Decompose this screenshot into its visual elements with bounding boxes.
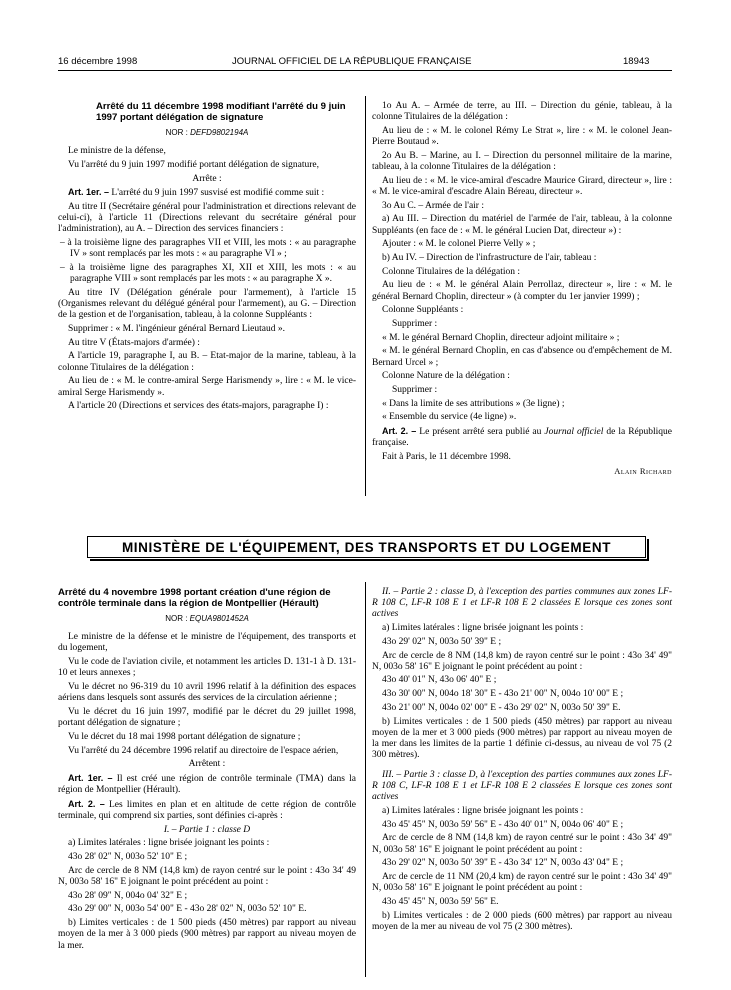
header-date: 16 décembre 1998 <box>58 56 138 67</box>
arrete1-para: Au titre IV (Délégation générale pour l'armement), à l'article 15 (Organismes relevant du délégué général pour l'armement), au G. – Direction de la gestion et de l'organisation, tableau, à la colonne Suppléants : <box>58 287 356 321</box>
arrete1-signature: Alain Richard <box>614 465 672 476</box>
arrete2-nor: NOR : EQUA9801452A <box>165 614 249 623</box>
arrete2-para: Le ministre de la défense et le ministre de l'équipement, des transports et du logement, <box>58 632 356 654</box>
arrete1-article-2: Art. 2. – Le présent arrêté sera publié au Journal officiel de la République française. <box>372 426 673 449</box>
arrete2-article-1: Art. 1er. – Il est créé une région de contrôle terminale (TMA) dans la région de Montpellier (Hérault). <box>58 772 357 796</box>
arrete2-arretent: Arrêtent : <box>188 759 226 770</box>
arrete1-para: Vu l'arrêté du 9 juin 1997 modifié portant délégation de signature, <box>68 159 319 170</box>
arrete2-coord: 43o 29' 02" N, 003o 50' 39" E ; <box>382 636 502 647</box>
arrete1-para: 1o Au A. – Armée de terre, au III. – Direction du génie, tableau, à la colonne Titulaires de la délégation : <box>372 101 672 123</box>
arrete1-para: 3o Au C. – Armée de l'air : <box>382 200 484 211</box>
arrete2-para: b) Limites verticales : de 1 500 pieds (450 mètres) par rapport au niveau moyen de la mer et 3 000 pieds (900 mètres) par rapport au niveau moyen de la mer dans les limites de la partie 1 définie ci-dessus, au niveau de vol 75 (2 300 mètres). <box>372 716 672 761</box>
arrete1-arrete: Arrête : <box>192 173 222 184</box>
arrete1-para: Au lieu de : « M. le vice-amiral d'escadre Maurice Girard, directeur », lire : « M. le vice-amiral d'escadre Alain Béreau, directeur ». <box>372 175 672 197</box>
arrete2-para: b) Limites verticales : de 1 500 pieds (450 mètres) par rapport au niveau moyen de la mer à 3 000 pieds (900 mètres) par rapport au niveau moyen de la mer. <box>58 918 356 951</box>
arrete1-para: Colonne Nature de la délégation : <box>382 371 510 382</box>
arrete1-para: Colonne Titulaires de la délégation : <box>382 266 520 277</box>
arrete1-para: a) Au III. – Direction du matériel de l'armée de l'air, tableau, à la colonne Suppléants (en face de : « M. le général Lucien Dat, directeur ») : <box>372 214 672 236</box>
arrete1-nor: NOR : DEFD9802194A <box>165 128 249 137</box>
arrete1-para: Le ministre de la défense, <box>68 146 166 157</box>
header-page-number: 18943 <box>623 56 650 67</box>
arrete1-para: « Dans la limite de ses attributions » (3e ligne) ; <box>382 398 565 409</box>
header-rule <box>58 70 672 71</box>
arrete2-title: Arrêté du 4 novembre 1998 portant création d'une région de contrôle terminale dans la région de Montpellier (Hérault) <box>58 587 331 609</box>
header-journal-title: JOURNAL OFFICIEL DE LA RÉPUBLIQUE FRANÇAISE <box>232 56 472 67</box>
arrete2-coord: 43o 45' 45" N, 003o 59' 56" E. <box>382 896 499 907</box>
arrete1-para: Colonne Suppléants : <box>382 305 464 316</box>
arrete2-coord: 43o 28' 02" N, 003o 52' 10" E ; <box>68 852 188 863</box>
arrete2-coord: 43o 30' 00" N, 004o 18' 30" E - 43o 21' 00" N, 004o 10' 00" E ; <box>382 689 624 700</box>
arrete2-part-3-heading: III. – Partie 3 : classe D, à l'exception des parties communes aux zones LF-R 108 C, LF-R 108 E 1 et LF-R 108 E 2 classées E lorsque ces zones sont actives <box>372 769 672 803</box>
arrete1-para: A l'article 20 (Directions et services des états-majors, paragraphe I) : <box>68 401 329 412</box>
arrete1-para: Au titre II (Secrétaire général pour l'administration et directions relevant de celui-ci), à l'article 11 (Directions relevant du secrétaire général pour l'administration), au A. – Direction des services financiers : <box>58 202 356 235</box>
arrete2-coord: 43o 29' 00" N, 003o 54' 00" E - 43o 28' 02" N, 003o 52' 10" E. <box>68 904 307 915</box>
arrete2-coord: 43o 29' 02" N, 003o 50' 39" E - 43o 34' 12" N, 003o 43' 04" E ; <box>382 858 624 869</box>
arrete2-coord: Arc de cercle de 8 NM (14,8 km) de rayon centré sur le point : 43o 34' 49" N, 003o 58' 16" E joignant le point précédent au point : <box>372 650 672 672</box>
arrete2-article-2: Art. 2. – Les limites en plan et en altitude de cette région de contrôle terminale, qui comprend six parties, sont définies ci-après : <box>58 798 356 822</box>
arrete2-para: Vu le décret du 16 juin 1997, modifié par le décret du 29 juillet 1998, portant délégation de signature ; <box>58 706 356 729</box>
arrete2-part-1-heading: I. – Partie 1 : classe D <box>163 824 251 835</box>
column-divider-top <box>365 96 366 496</box>
arrete1-para: 2o Au B. – Marine, au I. – Direction du personnel militaire de la marine, tableau, à la colonne Titulaires de la délégation : <box>372 150 672 173</box>
arrete2-para: a) Limites latérales : ligne brisée joignant les points : <box>382 805 584 816</box>
arrete1-left-column <box>58 101 356 415</box>
arrete2-right-column <box>372 587 672 935</box>
arrete1-para: b) Au IV. – Direction de l'infrastructure de l'air, tableau : <box>382 252 597 263</box>
arrete2-coord: Arc de cercle de 11 NM (20,4 km) de rayon centré sur le point : 43o 34' 49" N, 003o 58' 16" E joignant le point précédent au point : <box>372 871 672 894</box>
arrete1-para: « M. le général Bernard Choplin, directeur adjoint militaire » ; <box>382 332 620 343</box>
arrete2-para: Vu le code de l'aviation civile, et notamment les articles D. 131-1 à D. 131-10 et leurs annexes ; <box>58 657 356 679</box>
arrete1-para: « M. le général Bernard Choplin, en cas d'absence ou d'empêchement de M. Bernard Urcel » ; <box>372 346 672 368</box>
column-divider-bottom <box>365 582 366 977</box>
arrete1-article-1: Art. 1er. – L'arrêté du 9 juin 1997 susvisé est modifié comme suit : <box>68 187 325 199</box>
arrete2-para: Vu l'arrêté du 24 décembre 1996 relatif au directoire de l'espace aérien, <box>68 745 339 756</box>
arrete2-part-2-heading: II. – Partie 2 : classe D, à l'exception des parties communes aux zones LF-R 108 C, LF-R 108 E 1 et LF-R 108 E 2 classées E lorsque ces zones sont actives <box>372 587 672 620</box>
arrete1-para: Au titre V (États-majors d'armée) : <box>68 337 200 348</box>
arrete1-para: Ajouter : « M. le colonel Pierre Velly » ; <box>382 239 536 250</box>
arrete2-para: Vu le décret du 18 mai 1998 portant délégation de signature ; <box>68 731 301 742</box>
arrete2-para: a) Limites latérales : ligne brisée joignant les points : <box>68 838 270 849</box>
arrete1-para: Supprimer : « M. l'ingénieur général Bernard Lieutaud ». <box>68 324 285 335</box>
arrete2-left-column <box>58 587 356 954</box>
arrete1-para: Au lieu de : « M. le colonel Rémy Le Strat », lire : « M. le colonel Jean-Pierre Boutaud ». <box>372 125 672 148</box>
arrete2-para: Vu le décret no 96-319 du 10 avril 1996 relatif à la définition des espaces aériens dans lesquels sont assurés des services de la circulation aérienne ; <box>58 682 356 704</box>
ministry-banner: MINISTÈRE DE L'ÉQUIPEMENT, DES TRANSPORTS ET DU LOGEMENT <box>87 536 646 558</box>
arrete2-coord: 43o 28' 09" N, 004o 04' 32" E ; <box>68 890 188 901</box>
arrete1-right-column <box>372 101 672 479</box>
arrete2-para: a) Limites latérales : ligne brisée joignant les points : <box>382 623 584 634</box>
arrete1-para: A l'article 19, paragraphe I, au B. – Etat-major de la marine, tableau, à la colonne Titulaires de la délégation : <box>58 351 356 373</box>
arrete1-para: Supprimer : <box>392 384 438 395</box>
arrete2-coord: Arc de cercle de 8 NM (14,8 km) de rayon centré sur le point : 43o 34' 49 N, 003o 58' 16" E joignant le point précédent au point : <box>58 865 356 888</box>
arrete2-coord: 43o 45' 45" N, 003o 59' 56" E - 43o 40' 01" N, 004o 06' 40" E ; <box>382 819 624 830</box>
arrete2-para: b) Limites verticales : de 2 000 pieds (600 mètres) par rapport au niveau moyen de la mer au niveau de vol 75 (2 300 mètres). <box>372 910 672 932</box>
arrete1-dash-item: – à la troisième ligne des paragraphes VII et VIII, les mots : « au paragraphe IV » sont remplacés par les mots : « au paragraphe VI » ; <box>60 238 356 260</box>
arrete1-para: Au lieu de : « M. le général Alain Perrollaz, directeur », lire : « M. le général Bernard Choplin, directeur » (à compter du 1er janvier 1999) ; <box>372 280 672 302</box>
arrete1-para: Au lieu de : « M. le contre-amiral Serge Harismendy », lire : « M. le vice-amiral Serge Harismendy ». <box>58 376 356 398</box>
arrete1-title: Arrêté du 11 décembre 1998 modifiant l'arrêté du 9 juin 1997 portant délégation de signature <box>96 101 346 123</box>
arrete2-coord: 43o 21' 00" N, 004o 02' 00" E - 43o 29' 02" N, 003o 50' 39" E. <box>382 702 621 713</box>
arrete1-dash-item: – à la troisième ligne des paragraphes XI, XII et XIII, les mots : « au paragraphe VIII » sont remplacés par les mots : « au paragraphe X ». <box>60 263 356 285</box>
arrete1-para: « Ensemble du service (4e ligne) ». <box>382 412 517 423</box>
arrete2-coord: Arc de cercle de 8 NM (14,8 km) de rayon centré sur le point : 43o 34' 49" N, 003o 58' 16" E joignant le point précédent au point : <box>372 833 672 855</box>
arrete1-para: Supprimer : <box>392 318 438 329</box>
arrete1-fait: Fait à Paris, le 11 décembre 1998. <box>382 451 511 462</box>
arrete2-coord: 43o 40' 01" N, 43o 06' 40" E ; <box>382 675 497 686</box>
